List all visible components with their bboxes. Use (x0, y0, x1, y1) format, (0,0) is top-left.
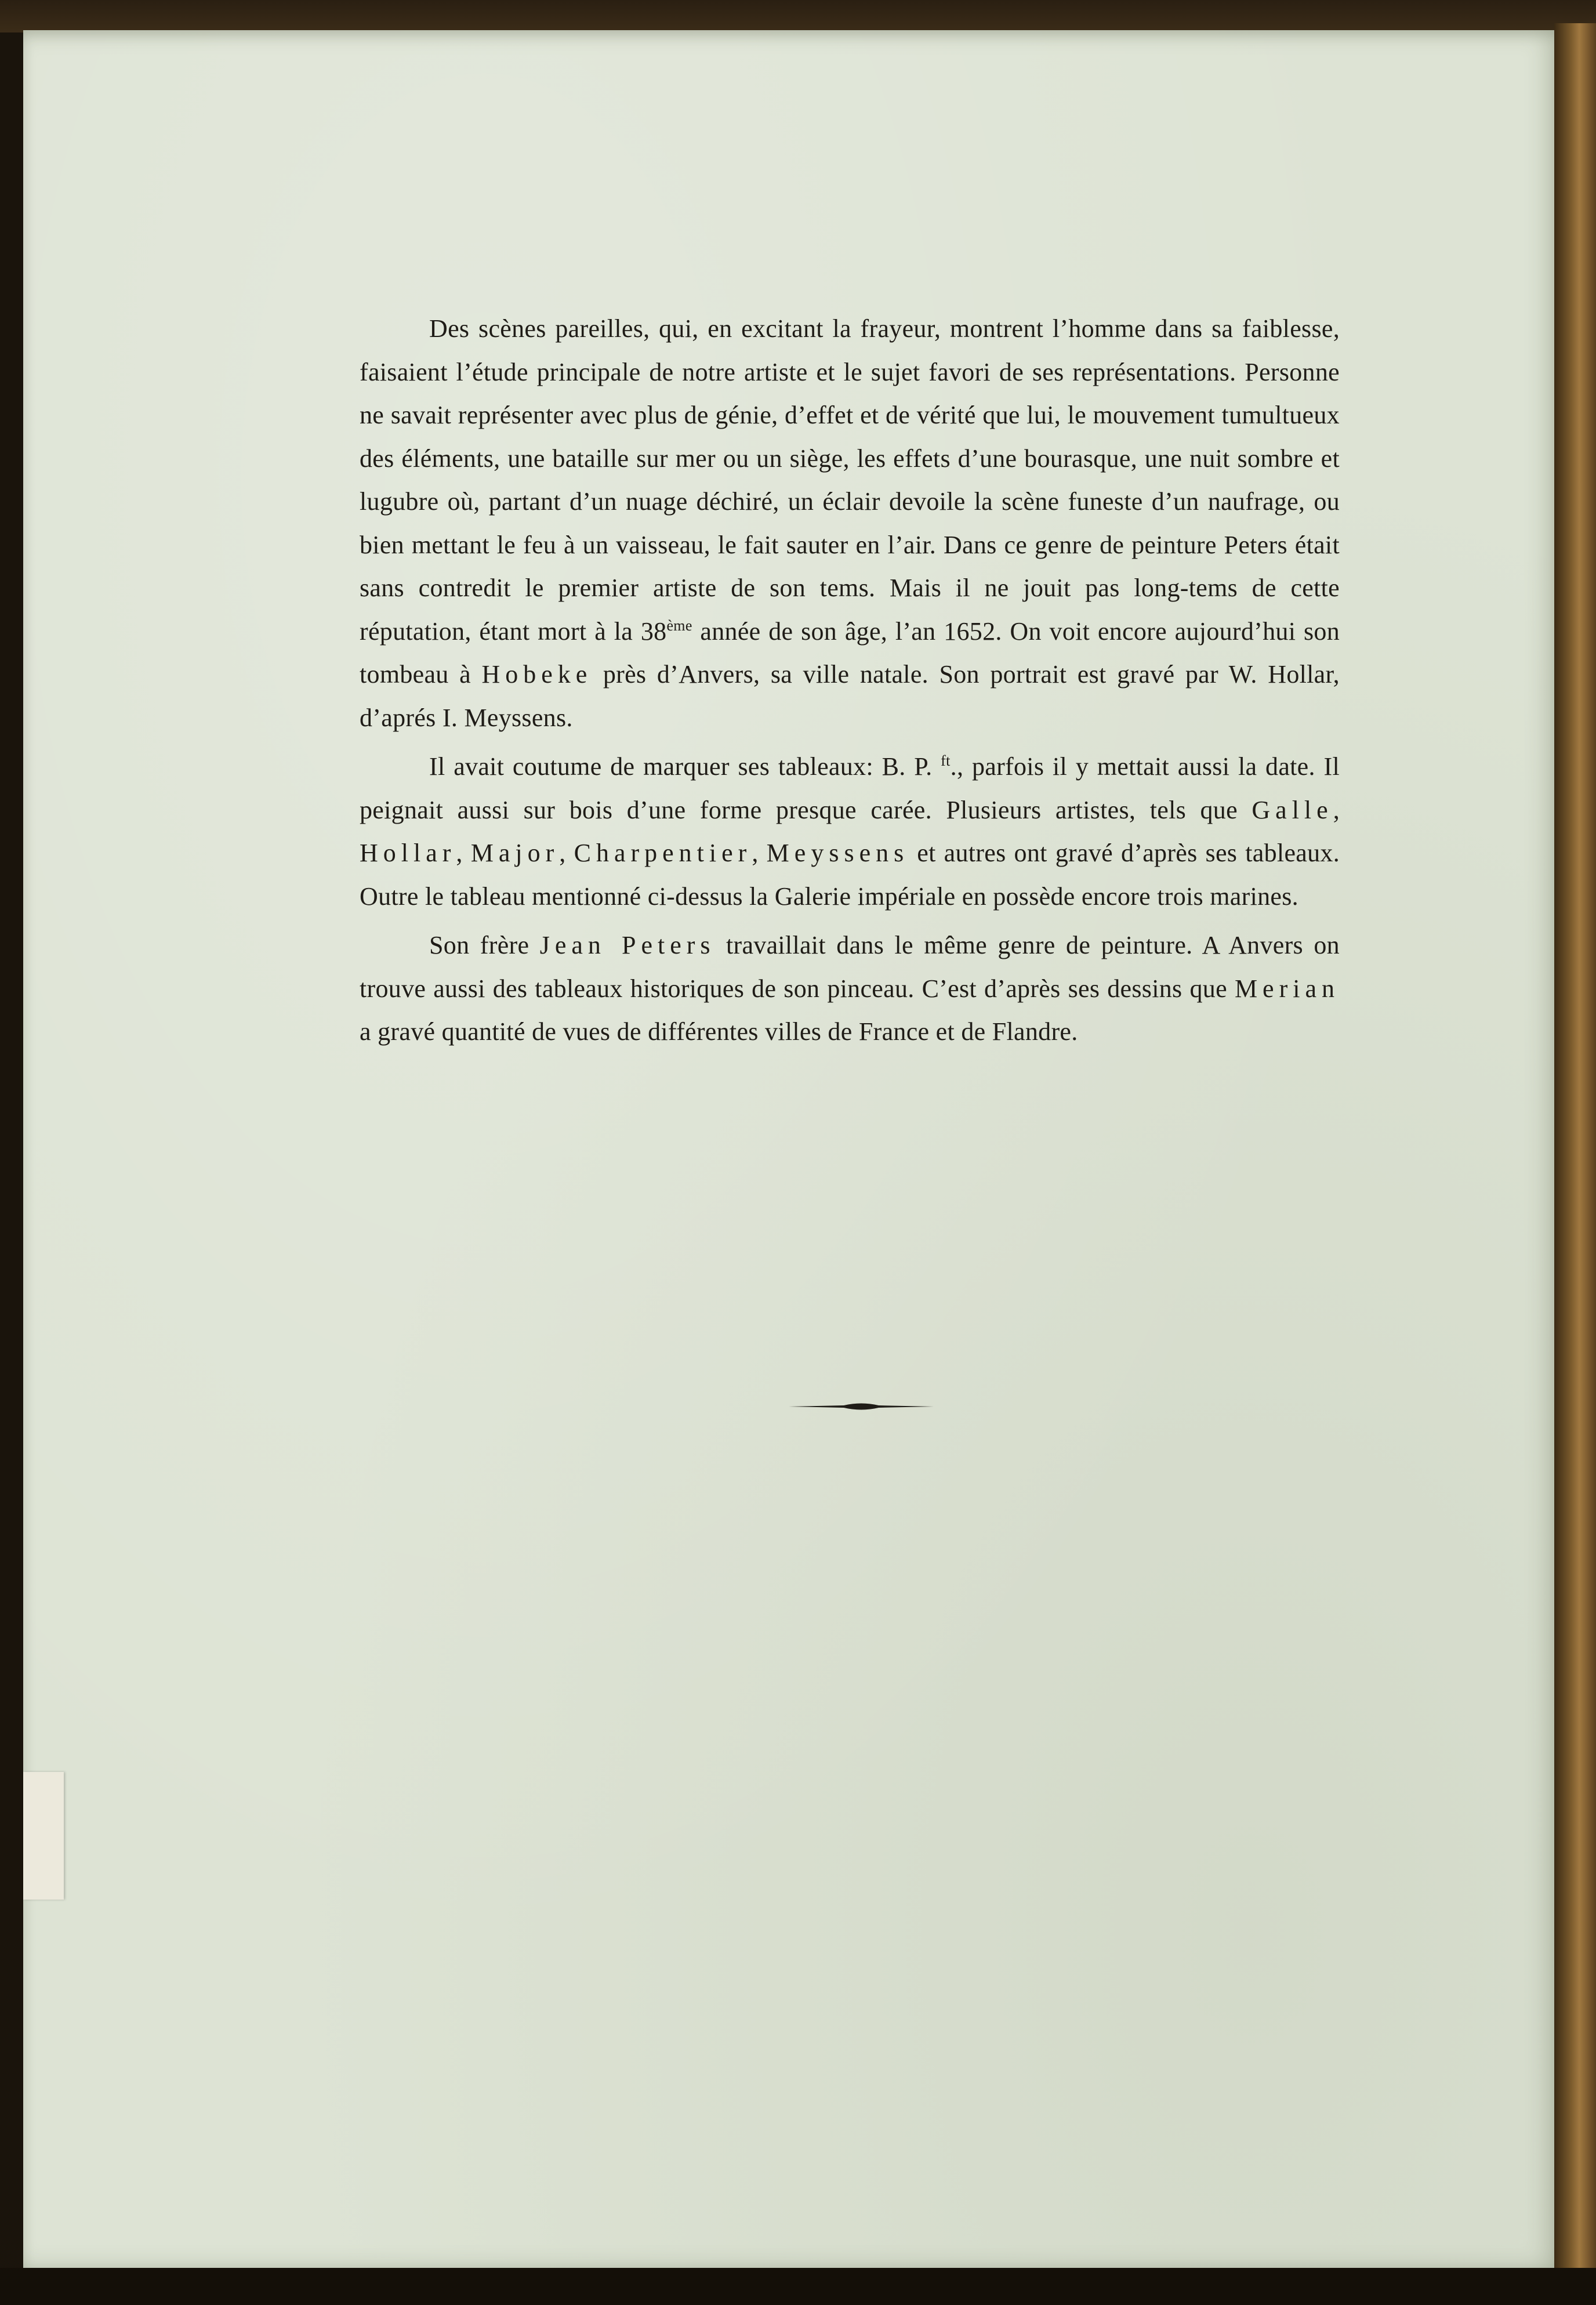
artist-name: Jean Peters (539, 931, 716, 959)
page-tab (23, 1772, 64, 1900)
ornamental-divider (789, 1402, 934, 1411)
engraver-name: Galle (1252, 795, 1333, 824)
book-spine-edge (1554, 23, 1596, 2274)
paragraph-2: Il avait coutume de marquer ses tableaux: B. P. $^{ft}$., parfois il y mettait aussi la date. Il peignait aussi sur bois d’une forme presque carée. Plusieurs artistes, tels que Galle, Hollar, Major, Charpentier, Meyssens et autres ont gravé d’après ses tableaux. Outre le tableau mentionné ci-dessus la Galerie impériale en possède encore trois marines. (360, 752, 1340, 911)
place-name: Hobeke (481, 660, 593, 688)
engraver-name: Charpentier (574, 839, 752, 867)
body-text (360, 307, 1340, 1054)
paragraph-1: Des scènes pareilles, qui, en excitant la frayeur, montrent l’homme dans sa faiblesse, faisaient l’étude principale de notre artiste et le sujet favori de ses représentations. Personne ne savait représenter avec plus de génie, d’effet et de vérité que lui, le mouvement tumultueux des éléments, une bataille sur mer ou un siège, les effets d’une bourasque, une nuit sombre et lugubre où, partant d’un nuage déchiré, un éclair devoile la scène funeste d’un naufrage, ou bien mettant le feu à un vaisseau, le fait sauter en l’air. Dans ce genre de peinture Peters était sans contredit le premier artiste de son tems. Mais il ne jouit pas long-tems de cette réputation, étant mort à la 38ème année de son âge, l’an 1652. On voit encore aujourd’hui son tombeau à Hobeke près d’Anvers, sa ville natale. Son portrait est gravé par W. Hollar, d’aprés I. Meyssens. (360, 314, 1340, 732)
engraver-name: Hollar (360, 839, 456, 867)
engraver-name: Major (470, 839, 560, 867)
monogram-superscript: ft (941, 752, 951, 769)
ordinal-superscript: ème (666, 617, 692, 634)
engraver-name: Merian (1234, 974, 1340, 1003)
scan-border-bottom (0, 2268, 1596, 2305)
engraver-name: Meyssens (766, 839, 909, 867)
paragraph-3: Son frère Jean Peters travaillait dans le même genre de peinture. A Anvers on trouve aussi des tableaux historiques de son pinceau. C’est d’après ses dessins que Merian a gravé quantité de vues de différentes villes de France et de Flandre. (360, 931, 1340, 1046)
scan-border-top (0, 0, 1596, 32)
